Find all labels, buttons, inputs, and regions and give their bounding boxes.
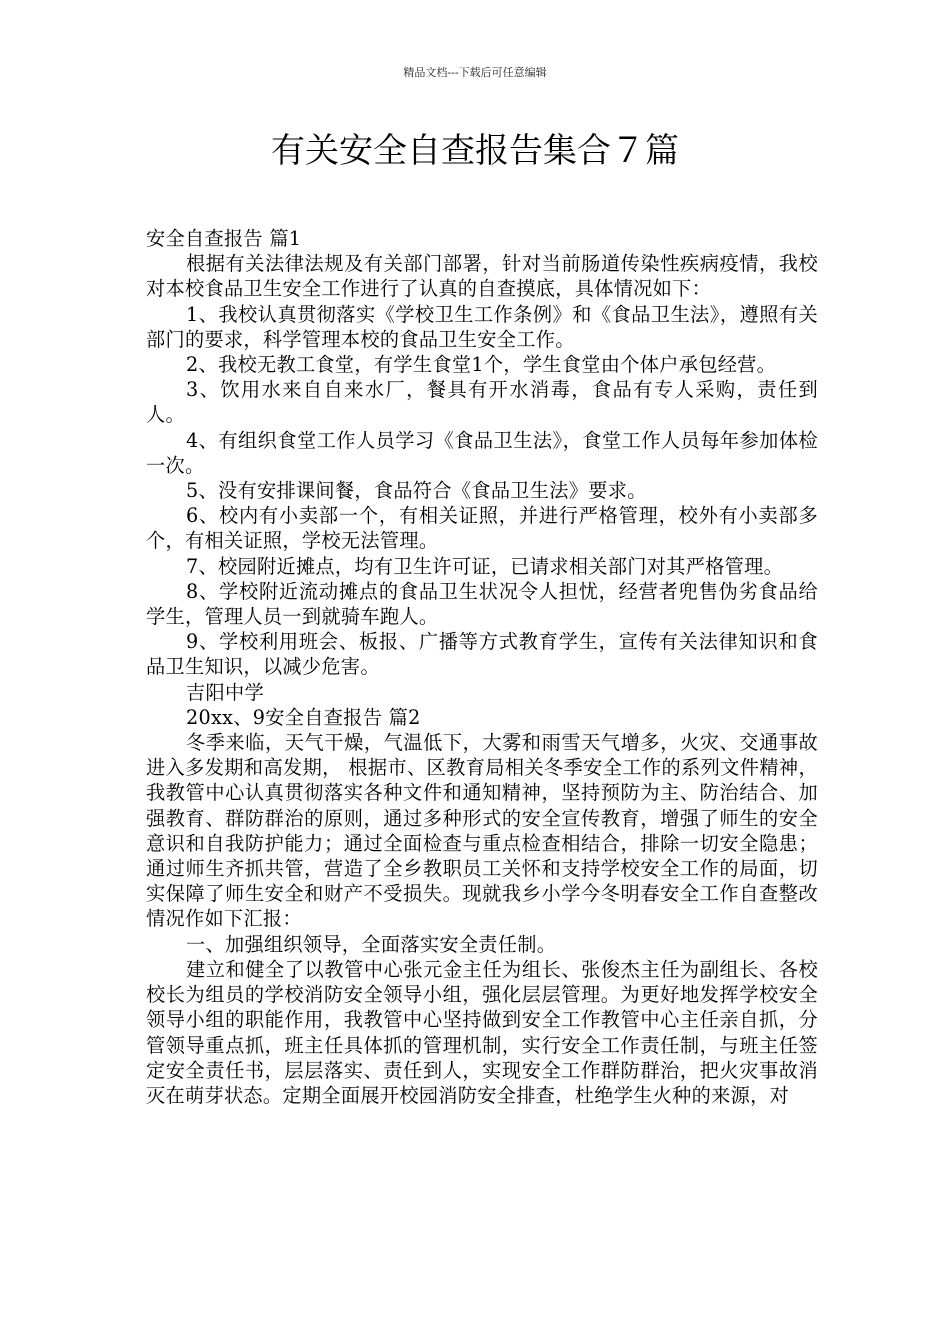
paragraph: 根据有关法律法规及有关部门部署，针对当前肠道传染性疾病疫情，我校对本校食品卫生安全工作进行了认真的自查摸底，具体情况如下：	[146, 252, 818, 301]
list-item: 8、学校附近流动摊点的食品卫生状况令人担忧，经营者兜售伪劣食品给学生，管理人员一到就骑车跑人。	[146, 579, 818, 629]
signature-school: 吉阳中学	[186, 680, 264, 704]
document-title: 有关安全自查报告集合７篇	[271, 131, 679, 171]
list-item: 9、学校利用班会、板报、广播等方式教育学生，宣传有关法律知识和食品卫生知识，以减少危害。	[146, 630, 818, 679]
paragraph: 冬季来临，天气干燥，气温低下，大雾和雨雪天气增多，火灾、交通事故进入多发期和高发期， 根据市、区教育局相关冬季安全工作的系列文件精神，我教管中心认真贯彻落实各种文件和通知精神，坚持预防为主、防治结合、加强教育、群防群治的原则，通过多种形式的安全宣传教育，增强了师生的安全意识和自我防护能力；通过全面检查与重点检查相结合，排除一切安全隐患；通过师生齐抓共管，营造了全乡教职员工关怀和支持学校安全工作的局面，切实保障了师生安全和财产不受损失。现就我乡小学今冬明春安全工作自查整改情况作如下汇报：	[146, 731, 818, 931]
subheading: 一、加强组织领导，全面落实安全责任制。	[186, 932, 557, 956]
section-heading-1: 安全自查报告 篇1	[146, 227, 302, 250]
section-heading-2: 20xx、9安全自查报告 篇2	[186, 705, 421, 729]
list-item: 3、饮用水来自自来水厂，餐具有开水消毒，食品有专人采购，责任到人。	[146, 378, 818, 427]
list-item: 4、有组织食堂工作人员学习《食品卫生法》，食堂工作人员每年参加体检一次。	[146, 428, 818, 477]
list-item: 6、校内有小卖部一个，有相关证照，并进行严格管理，校外有小卖部多个，有相关证照，学校无法管理。	[146, 504, 818, 553]
header-note: 精品文档---下载后可任意编辑	[403, 66, 547, 79]
list-item: 7、校园附近摊点，均有卫生许可证，已请求相关部门对其严格管理。	[186, 554, 784, 578]
list-item: 5、没有安排课间餐，食品符合《食品卫生法》要求。	[186, 479, 647, 503]
list-item: 1、我校认真贯彻落实《学校卫生工作条例》和《食品卫生法》，遵照有关部门的要求，科学管理本校的食品卫生安全工作。	[146, 302, 818, 351]
document-body	[146, 226, 818, 1108]
list-item: 2、我校无教工食堂，有学生食堂1个，学生食堂由个体户承包经营。	[186, 353, 777, 377]
paragraph: 建立和健全了以教管中心张元金主任为组长、张俊杰主任为副组长、各校校长为组员的学校消防安全领导小组，强化层层管理。为更好地发挥学校安全领导小组的职能作用，我教管中心坚持做到安全工作教管中心主任亲自抓，分管领导重点抓，班主任具体抓的管理机制，实行安全工作责任制，与班主任签定安全责任书，层层落实、责任到人，实现安全工作群防群治，把火灾事故消灭在萌芽状态。定期全面展开校园消防安全排查，杜绝学生火种的来源，对	[146, 957, 818, 1107]
